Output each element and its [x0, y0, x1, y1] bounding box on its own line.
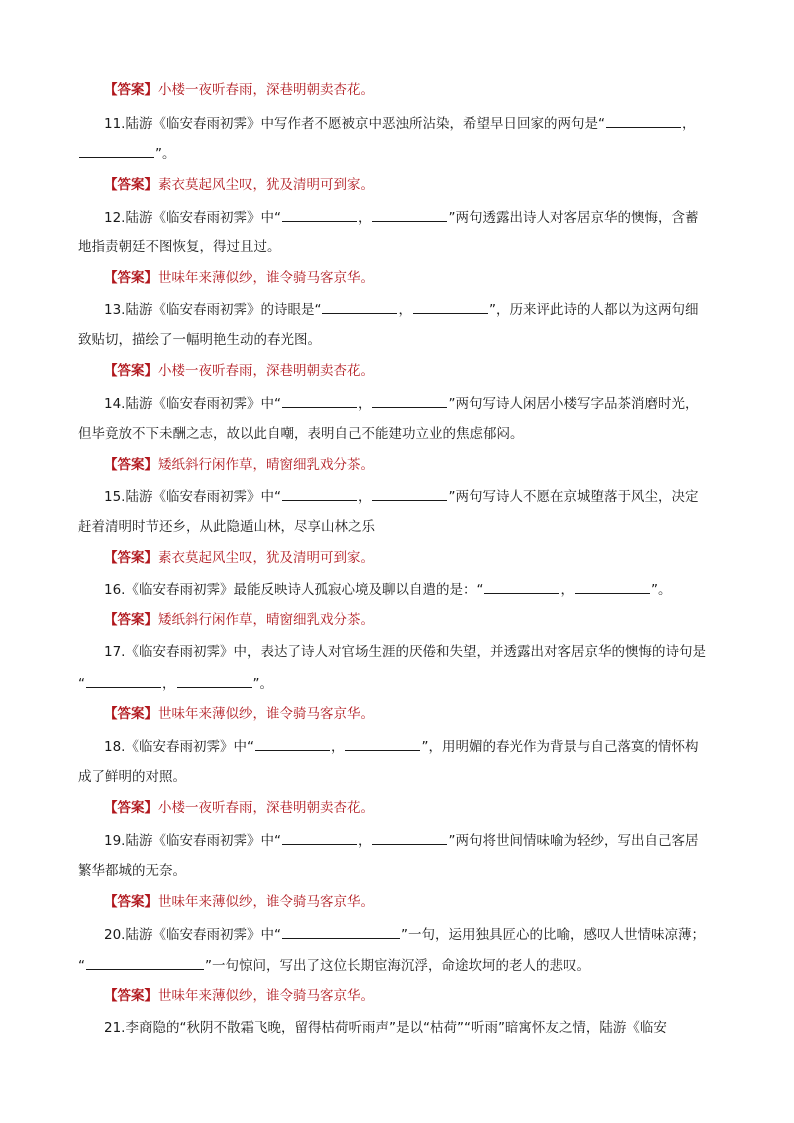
answer-label: 【答案】 [104, 550, 158, 566]
question-text: ， [357, 833, 372, 849]
question-text: 17.《临安春雨初霁》中，表达了诗人对官场生涯的厌倦和失望，并透露出对客居京华的懊悔的诗句是 [104, 644, 706, 660]
question-text: 但毕竟放不下未酬之志，故以此自嘲，表明自己不能建功立业的焦虑郁闷。 [78, 426, 524, 442]
question-text: ， [357, 489, 372, 505]
answer-text: 矮纸斜行闲作草，晴窗细乳戏分茶。 [158, 612, 374, 628]
question-text: ”两句透露出诗人对客居京华的懊悔，含蓄 [448, 210, 699, 226]
question-text: ， [357, 210, 372, 226]
fill-blank[interactable] [282, 924, 400, 939]
fill-blank[interactable] [86, 673, 161, 688]
question-text: 20.陆游《临安春雨初霁》中“ [104, 927, 281, 943]
fill-blank[interactable] [372, 207, 447, 222]
question-21 [104, 1018, 754, 1038]
fill-blank[interactable] [484, 579, 559, 594]
question-15 [104, 486, 754, 507]
question-20 [104, 924, 754, 945]
answer-line [104, 455, 754, 475]
fill-blank[interactable] [372, 393, 447, 408]
answer-label: 【答案】 [104, 706, 158, 722]
answer-text: 素衣莫起风尘叹，犹及清明可到家。 [158, 550, 374, 566]
question-text: “ [78, 676, 85, 692]
answer-label: 【答案】 [104, 800, 158, 816]
answer-text: 世味年来薄似纱，谁令骑马客京华。 [158, 988, 374, 1004]
answer-text: 素衣莫起风尘叹，犹及清明可到家。 [158, 177, 374, 193]
question-text: ”一句惊问，写出了这位长期宦海沉浮，命途坎坷的老人的悲叹。 [205, 958, 590, 974]
answer-label: 【答案】 [104, 612, 158, 628]
fill-blank[interactable] [345, 736, 420, 751]
question-text: 13.陆游《临安春雨初霁》的诗眼是“ [104, 302, 322, 318]
question-text: ”。 [155, 146, 176, 162]
answer-line [104, 268, 754, 288]
question-text: ”。 [650, 582, 672, 598]
answer-line [104, 986, 754, 1006]
question-11 [104, 113, 754, 134]
question-13-line-2 [78, 330, 728, 350]
fill-blank[interactable] [413, 299, 488, 314]
fill-blank[interactable] [79, 143, 154, 158]
question-text: ， [162, 676, 176, 692]
fill-blank[interactable] [372, 486, 447, 501]
question-19-line-2 [78, 861, 728, 881]
question-text: ”，用明媚的春光作为背景与自己落寞的情怀构 [421, 739, 699, 755]
answer-line [104, 80, 754, 100]
fill-blank[interactable] [575, 579, 650, 594]
question-17-line-2 [78, 673, 728, 694]
question-text: 致贴切，描绘了一幅明艳生动的春光图。 [78, 332, 321, 348]
question-text: ”，历来评此诗的人都以为这两句细 [488, 302, 699, 318]
answer-text: 世味年来薄似纱，谁令骑马客京华。 [158, 270, 374, 286]
answer-line [104, 361, 754, 381]
question-11-line-2 [78, 143, 728, 164]
fill-blank[interactable] [606, 113, 681, 128]
question-text: “ [78, 958, 85, 974]
question-text: 赶着清明时节还乡，从此隐遁山林，尽享山林之乐 [78, 519, 375, 535]
question-text: ”两句将世间情味喻为轻纱，写出自己客居 [448, 833, 699, 849]
answer-line [104, 610, 754, 630]
question-text: 11.陆游《临安春雨初霁》中写作者不愿被京中恶浊所沾染，希望早日回家的两句是“ [104, 116, 605, 132]
question-text: 12.陆游《临安春雨初霁》中“ [104, 210, 281, 226]
answer-line [104, 892, 754, 912]
question-18-line-2 [78, 767, 728, 787]
question-19 [104, 830, 754, 851]
answer-text: 小楼一夜听春雨，深巷明朝卖杏花。 [158, 800, 374, 816]
question-text: 成了鲜明的对照。 [78, 769, 186, 785]
answer-text: 世味年来薄似纱，谁令骑马客京华。 [158, 706, 374, 722]
question-text: ”。 [252, 676, 273, 692]
answer-line [104, 175, 754, 195]
question-13 [104, 299, 754, 320]
fill-blank[interactable] [86, 955, 204, 970]
fill-blank[interactable] [282, 486, 357, 501]
answer-label: 【答案】 [104, 988, 158, 1004]
question-text: ， [330, 739, 345, 755]
question-14 [104, 393, 754, 414]
question-12-line-2 [78, 237, 728, 257]
question-text: 21.李商隐的“秋阴不散霜飞晚，留得枯荷听雨声”是以“枯荷”“听雨”暗寓怀友之情，陆游《临安 [104, 1020, 667, 1036]
fill-blank[interactable] [372, 830, 447, 845]
answer-text: 小楼一夜听春雨，深巷明朝卖杏花。 [158, 363, 374, 379]
question-20-line-2 [78, 955, 728, 976]
answer-label: 【答案】 [104, 270, 158, 286]
question-text: ”两句写诗人闲居小楼写字品茶消磨时光， [448, 396, 699, 412]
answer-label: 【答案】 [104, 82, 158, 98]
question-text: ”一句，运用独具匠心的比喻，感叹人世情味凉薄； [400, 927, 705, 943]
question-17 [104, 642, 754, 662]
fill-blank[interactable] [177, 673, 252, 688]
question-text: ， [357, 396, 372, 412]
question-16 [104, 579, 754, 600]
answer-line [104, 704, 754, 724]
question-text: ， [681, 116, 696, 132]
answer-label: 【答案】 [104, 363, 158, 379]
answer-line [104, 548, 754, 568]
question-text: 14.陆游《临安春雨初霁》中“ [104, 396, 281, 412]
question-text: 18.《临安春雨初霁》中“ [104, 739, 254, 755]
question-text: 繁华都城的无奈。 [78, 863, 186, 879]
question-text: ， [398, 302, 412, 318]
question-18 [104, 736, 754, 757]
answer-label: 【答案】 [104, 894, 158, 910]
fill-blank[interactable] [255, 736, 330, 751]
fill-blank[interactable] [282, 830, 357, 845]
fill-blank[interactable] [282, 393, 357, 408]
question-text: 15.陆游《临安春雨初霁》中“ [104, 489, 281, 505]
answer-label: 【答案】 [104, 457, 158, 473]
fill-blank[interactable] [282, 207, 357, 222]
answer-line [104, 798, 754, 818]
question-text: 19.陆游《临安春雨初霁》中“ [104, 833, 281, 849]
answer-label: 【答案】 [104, 177, 158, 193]
fill-blank[interactable] [322, 299, 397, 314]
answer-text: 世味年来薄似纱，谁令骑马客京华。 [158, 894, 374, 910]
answer-text: 小楼一夜听春雨，深巷明朝卖杏花。 [158, 82, 374, 98]
question-12 [104, 207, 754, 228]
question-text: 地指责朝廷不图恢复，得过且过。 [78, 239, 281, 255]
question-text: ， [560, 582, 574, 598]
answer-text: 矮纸斜行闲作草，晴窗细乳戏分茶。 [158, 457, 374, 473]
question-15-line-2 [78, 517, 728, 537]
question-14-line-2 [78, 424, 728, 444]
question-text: 16.《临安春雨初霁》最能反映诗人孤寂心境及聊以自遣的是：“ [104, 582, 484, 598]
question-text: ”两句写诗人不愿在京城堕落于风尘，决定 [448, 489, 699, 505]
